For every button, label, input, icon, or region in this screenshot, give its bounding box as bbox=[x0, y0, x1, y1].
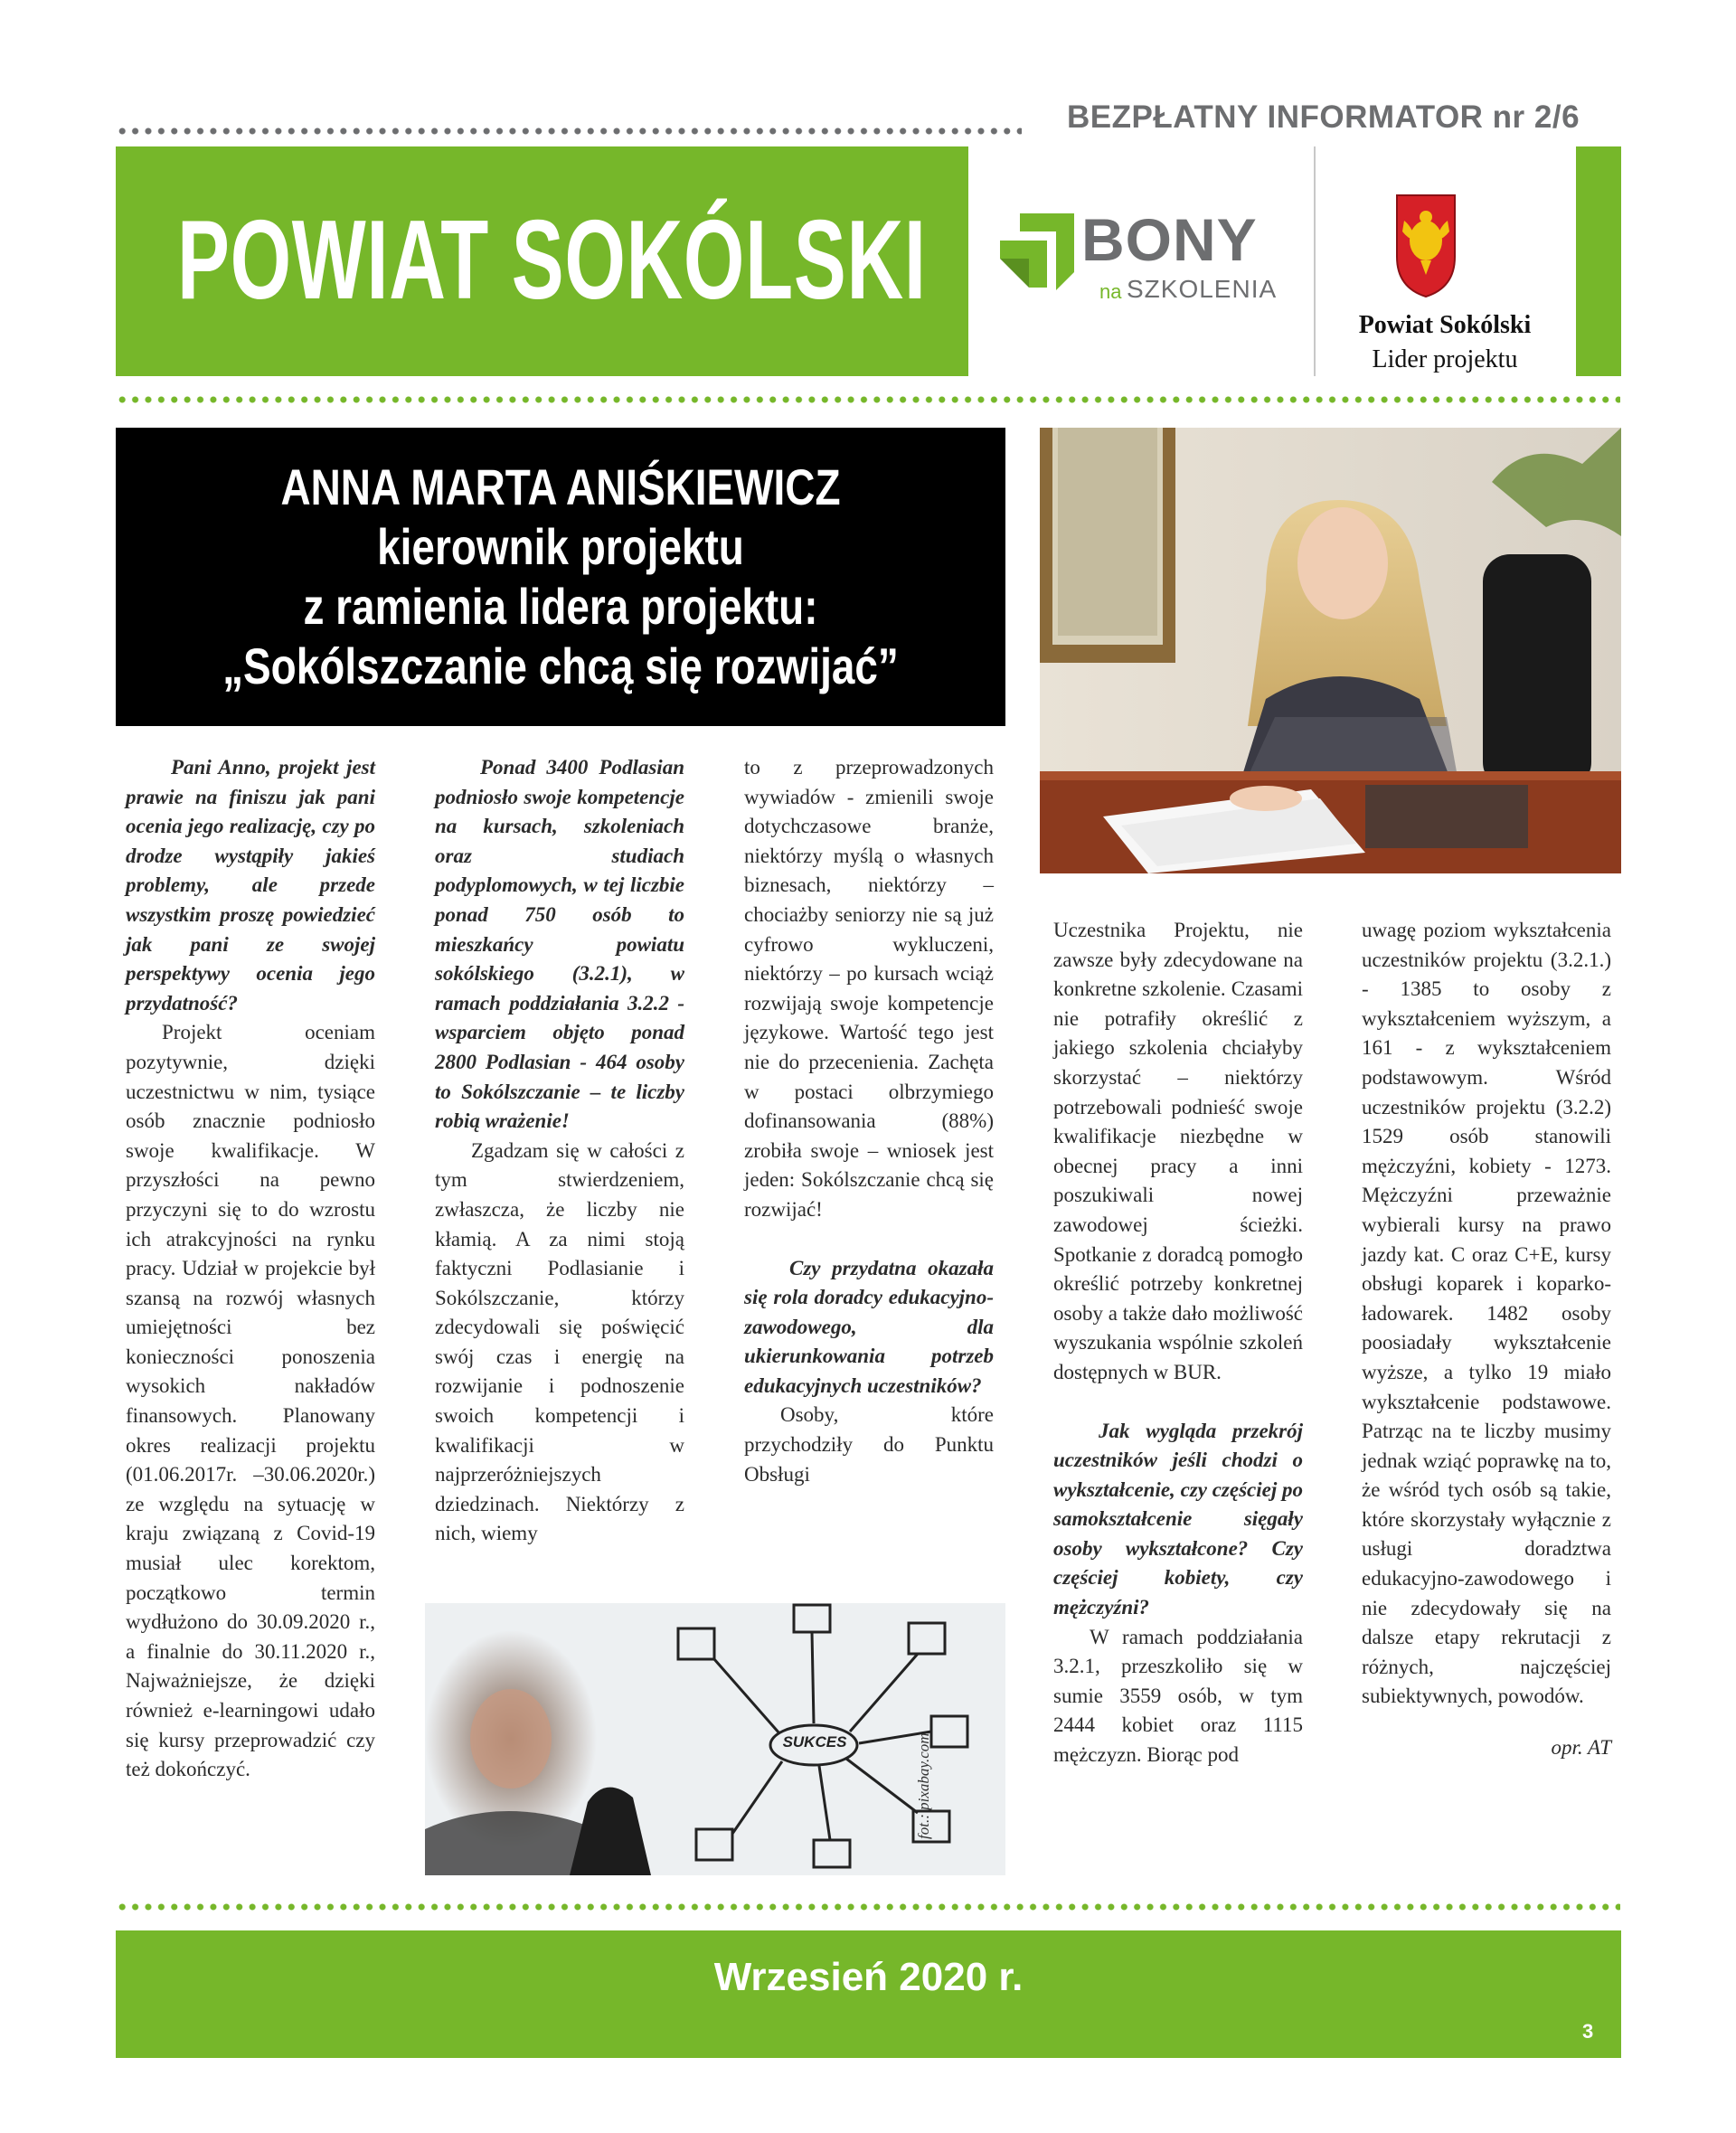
answer-2: Zgadzam się w całości z tym stwierdzeniem, zwłaszcza, że liczby nie kłamią. A za nimi stoją faktyczni Podlasianie i Sokólszczanie, którzy zdecydowali się poświęcić swój czas i energię na rozwijanie i podnoszenie swoich kompetencji i kwalifikacji w najprzeróżniejszych dziedzinach. Niektórzy z nich, wiemy bbox=[435, 1138, 684, 1545]
article-column-2 bbox=[435, 753, 684, 1549]
bony-szkolenia: SZKOLENIA bbox=[1127, 275, 1278, 303]
answer-4-cont: uwagę poziom wykształcenia uczestników projektu (3.2.1.) - 1385 to osoby z wykształceniem wyższym, a 161 - z wykształceniem podstawowym. Wśród uczestników projektu (3.2.2) 1529 osób stanowili mężczyźni, kobiety - 1273. Mężczyźni przeważnie wybierali kursy na prawo jazdy kat. C oraz C+E, kursy obsługi koparek i koparko-ładowarek. 1482 osoby poosiadały wykształcenie wyższe, a tylko 19 miało wykształcenie podstawowe. Patrząc na te liczby musimy jednak wziąć poprawkę na to, że wśród tych osób są takie, które skorzystały wyłącznie z usługi doradztwa edukacyjno-zawodowego i nie zdecydowały się na dalsze etapy rekrutacji z różnych, najczęściej subiektywnych, powodów. bbox=[1362, 919, 1611, 1708]
column-gap bbox=[1053, 1388, 1303, 1417]
issue-date: Wrzesień 2020 r. bbox=[713, 1955, 1024, 1999]
headline-line-2: kierownik projektu bbox=[377, 518, 744, 575]
page-title: POWIAT SOKÓLSKI bbox=[177, 198, 927, 323]
right-green-bar bbox=[1576, 146, 1621, 376]
series-label: BEZPŁATNY INFORMATOR nr 2/6 bbox=[1067, 99, 1580, 135]
headline-line-4: „Sokólszczanie chcą się rozwijać” bbox=[222, 637, 899, 694]
question-2: Ponad 3400 Podlasian podniosło swoje kompetencje na kursach, szkoleniach oraz studiach podyplomowych, w tej liczbie ponad 750 osób to mieszkańcy powiatu sokólskiego (3.2.1), w ramach poddziałania 3.2.2 - wsparciem objęto ponad 2800 Podlasian - 464 osoby to Sokólszczanie – te liczby robią wrażenie! bbox=[435, 756, 684, 1133]
bony-arrow-icon bbox=[993, 204, 1092, 304]
bony-na: na bbox=[1099, 280, 1122, 303]
question-4: Jak wygląda przekrój uczestników jeśli chodzi o wykształcenie, czy częściej po samokształcenie sięgały osoby wykształcone? Czy częściej kobiety, czy mężczyźni? bbox=[1053, 1419, 1303, 1619]
page-number: 3 bbox=[1582, 2020, 1594, 2043]
header-divider bbox=[1314, 146, 1316, 376]
answer-3-cont: Uczestnika Projektu, nie zawsze były zdecydowane na konkretne szkolenie. Czasami nie potrafiły określić z jakiego szkolenia chciałyby skorzystać – niektórzy potrzebowali podnieść swoje kwalifikacje niezbędne w obecnej pracy a inni poszukiwali nowej zawodowej ścieżki. Spotkanie z doradcą pomogło określić potrzeby konkretnej osoby a także dało możliwość wyszukania wspólnie szkoleń dostępnych w BUR. bbox=[1053, 919, 1303, 1383]
author-signature: opr. AT bbox=[1551, 1736, 1611, 1760]
footer-dotted-rule bbox=[116, 1902, 1620, 1911]
headline-line-1: ANNA MARTA ANIŚKIEWICZ bbox=[280, 458, 841, 515]
question-3: Czy przydatna okazała się rola doradcy edukacyjno-zawodowego, dla ukierunkowania potrzeb edukacyjnych uczestników? bbox=[744, 1256, 994, 1397]
article-column-4 bbox=[1053, 916, 1303, 1770]
coat-of-arms bbox=[1395, 193, 1457, 298]
answer-3: Osoby, które przychodziły do Punktu Obsługi bbox=[744, 1403, 994, 1486]
partner-name: Powiat Sokólski bbox=[1358, 311, 1532, 339]
column-gap bbox=[744, 1225, 994, 1254]
bony-logo bbox=[993, 204, 1282, 304]
answer-1: Projekt oceniam pozytywnie, dzięki uczestnictwu w nim, tysiące osób znacznie podniosło swoje kwalifikacje. W przyszłości na pewno przyczyni się to do wzrostu ich atrakcyjności na rynku pracy. Udział w projekcie był szansą na rozwój własnych umiejętności bez konieczności ponoszenia wysokich nakładów finansowych. Planowany okres realizacji projektu (01.06.2017r. –30.06.2020r.) ze względu na sytuację w kraju związaną z Covid-19 musiał ulec korektom, początkowo termin wydłużono do 30.09.2020 r., a finalnie do 30.11.2020 r., Najważniejsze, że dzięki również e-learningowi udało się kursy przeprowadzić czy też dokończyć. bbox=[126, 1021, 375, 1781]
answer-2-cont: to z przeprowadzonych wywiadów - zmienili swoje dotychczasowe branże, niektórzy myślą o własnych biznesach, niektórzy – chociażby seniorzy nie są już cyfrowo wykluczeni, niektórzy – po kursach wciąż rozwijają swoje kompetencje językowe. Wartość tego jest nie do przecenienia. Zachęta w postaci olbrzymiego dofinansowania (88%) zrobiła swoje – wniosek jest jeden: Sokólszczanie chcą się rozwijać! bbox=[744, 756, 994, 1221]
question-1: Pani Anno, projekt jest prawie na finiszu jak pani ocenia jego realizację, czy po drodze wystąpiły jakieś problemy, ale przede wszystkim proszę powiedzieć jak pani ze swojej perspektywy ocenia jego przydatność? bbox=[126, 756, 375, 1015]
partner-role: Lider projektu bbox=[1372, 345, 1518, 373]
bony-word: BONY bbox=[1081, 206, 1258, 273]
photo-credit: fot.: pixabay.com bbox=[915, 1732, 932, 1839]
headline-text bbox=[116, 458, 1005, 696]
header-bottom-dotted-rule bbox=[116, 395, 1620, 404]
headline-line-3: z ramienia lidera projektu: bbox=[303, 578, 818, 635]
top-dotted-rule bbox=[116, 127, 1022, 136]
article-column-1 bbox=[126, 753, 375, 1785]
sukces-label: SUKCES bbox=[782, 1733, 847, 1751]
portrait-photo bbox=[1040, 428, 1621, 873]
article-column-5 bbox=[1362, 916, 1611, 1763]
answer-4: W ramach poddziałania 3.2.1, przeszkoliło się w sumie 3559 osób, w tym 2444 kobiet oraz 1115 mężczyzn. Biorąc pod bbox=[1053, 1625, 1303, 1767]
article-column-3 bbox=[744, 753, 994, 1489]
